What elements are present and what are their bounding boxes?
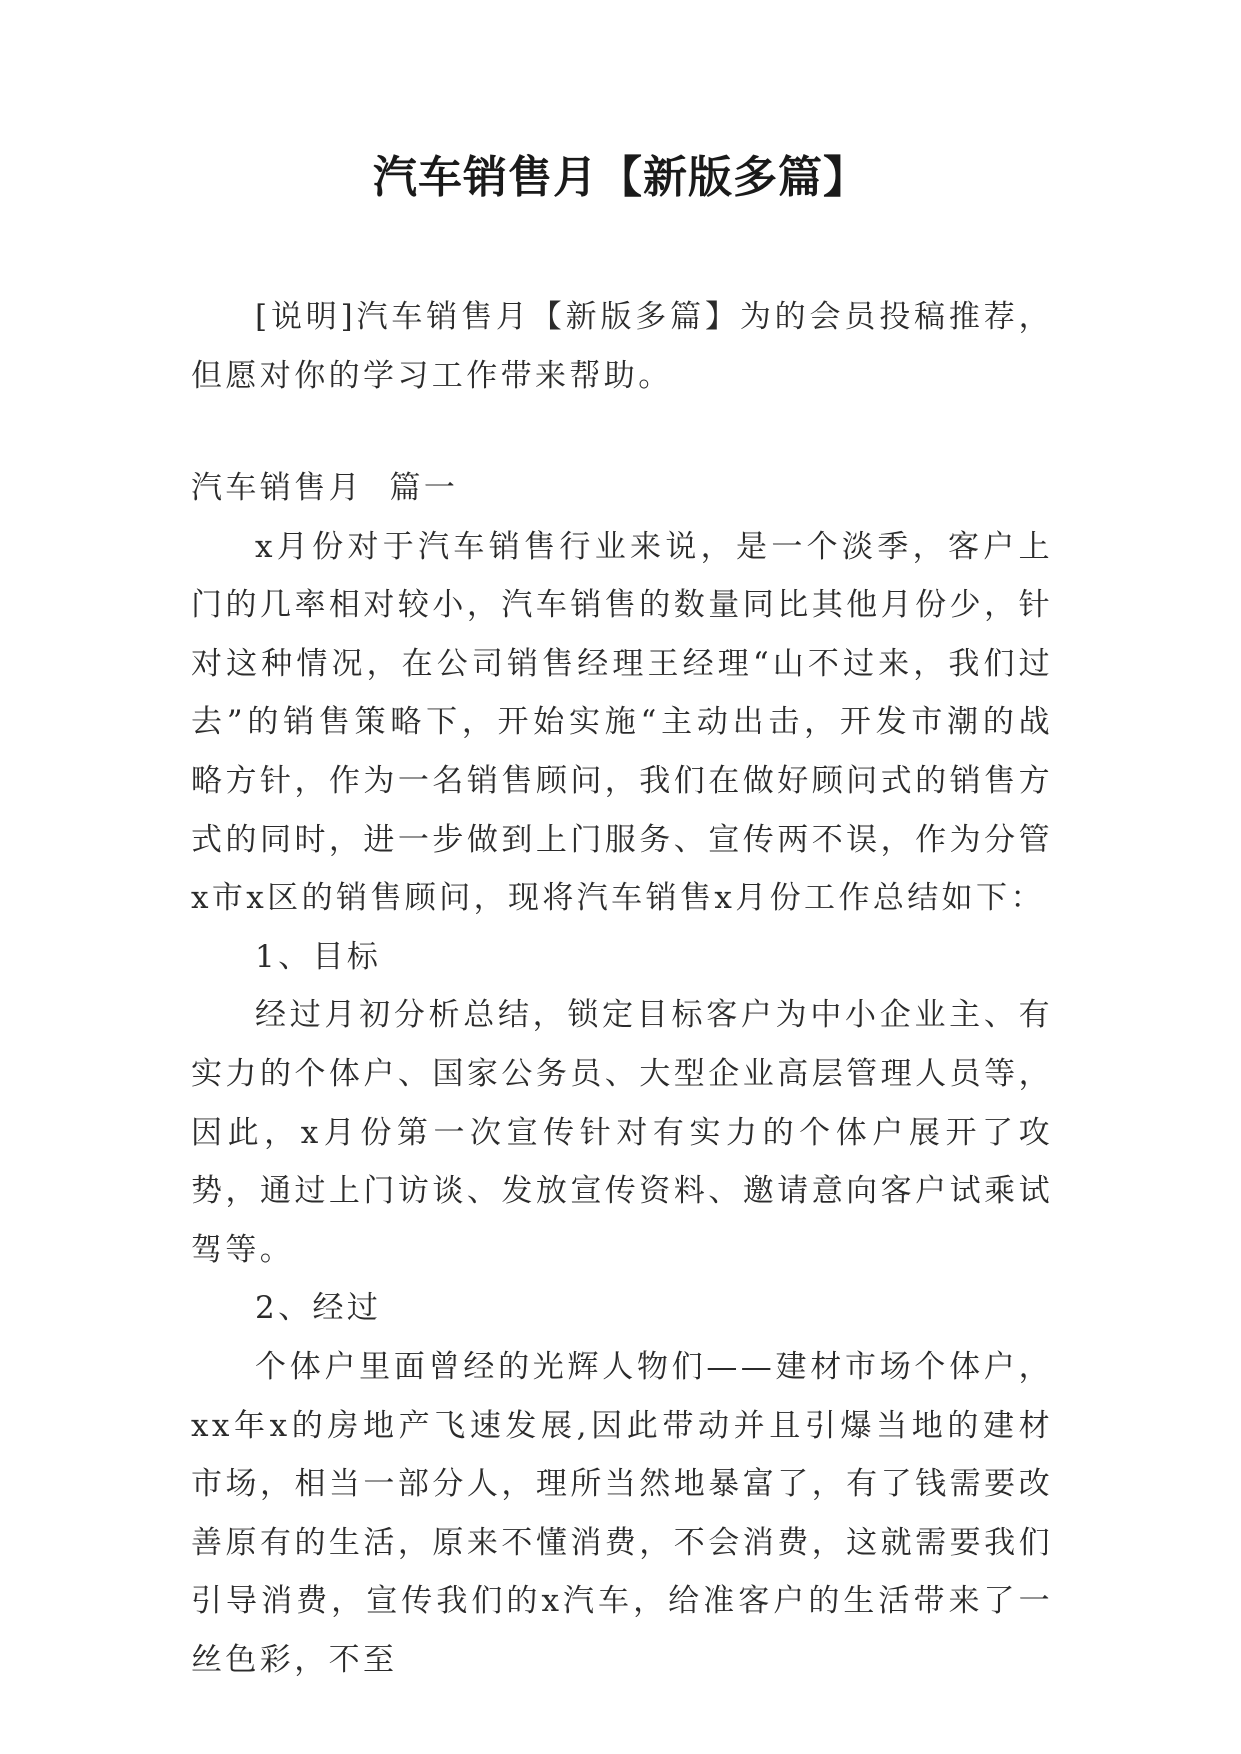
- document-title: 汽车销售月【新版多篇】: [373, 152, 868, 203]
- intro-block: [191, 288, 1053, 405]
- intro-paragraph: [说明]汽车销售月【新版多篇】为的会员投稿推荐，但愿对你的学习工作带来帮助。: [191, 299, 1053, 394]
- list-heading-goal: 1、目标: [255, 938, 382, 975]
- paragraph: 经过月初分析总结，锁定目标客户为中小企业主、有实力的个体户、国家公务员、大型企业高层管理人员等，因此，x月份第一次宣传针对有实力的个体户展开了攻势，通过上门访谈、发放宣传资料、邀请意向客户试乘试驾等。: [191, 997, 1053, 1268]
- main-content: [191, 459, 1053, 1689]
- section-heading: 汽车销售月 篇一: [191, 470, 459, 506]
- paragraph: 个体户里面曾经的光辉人物们——建材市场个体户，xx年x的房地产飞速发展,因此带动并且引爆当地的建材市场，相当一部分人，理所当然地暴富了，有了钱需要改善原有的生活，原来不懂消费，不会消费，这就需要我们引导消费，宣传我们的x汽车，给准客户的生活带来了一丝色彩，不至: [191, 1348, 1053, 1678]
- paragraph: x月份对于汽车销售行业来说，是一个淡季，客户上门的几率相对较小，汽车销售的数量同比其他月份少，针对这种情况，在公司销售经理王经理“山不过来，我们过去”的销售策略下，开始实施“主动出击，开发市潮的战略方针，作为一名销售顾问，我们在做好顾问式的销售方式的同时，进一步做到上门服务、宣传两不误，作为分管x市x区的销售顾问，现将汽车销售x月份工作总结如下：: [191, 528, 1053, 917]
- list-heading-process: 2、经过: [255, 1290, 382, 1327]
